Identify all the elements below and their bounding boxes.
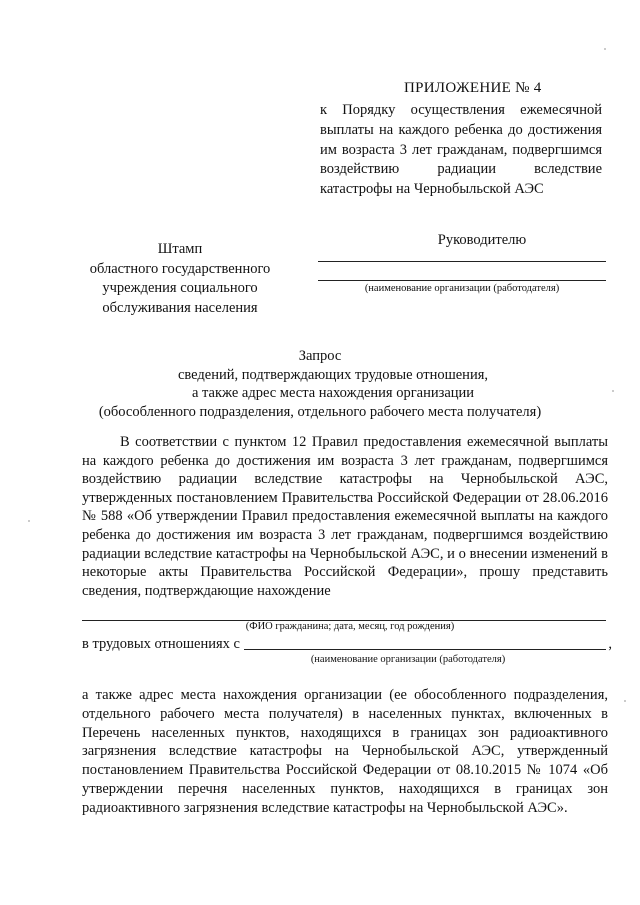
- scan-speck: [624, 700, 626, 702]
- stamp-line: учреждения социального: [102, 280, 258, 296]
- employer-fill-line[interactable]: [244, 648, 606, 650]
- request-subheading: (обособленного подразделения, отдельного рабочего места получателя): [98, 403, 542, 420]
- employment-row: [82, 636, 612, 653]
- request-subheading: а также адрес места нахождения организации: [191, 385, 475, 401]
- scan-speck: [604, 48, 606, 50]
- stamp-line: обслуживания населения: [102, 299, 258, 316]
- request-subheading: сведений, подтверждающих трудовые отношения,: [177, 366, 488, 383]
- addressee-block: [318, 232, 606, 294]
- stamp-block: [78, 240, 282, 318]
- employment-prefix: в трудовых отношениях с: [82, 636, 240, 652]
- request-title: [0, 347, 640, 421]
- request-heading: Запрос: [298, 348, 342, 364]
- employer-caption: (наименование организации (работодателя): [310, 654, 506, 665]
- citizen-caption: (ФИО гражданина; дата, месяц, год рождения): [245, 621, 455, 632]
- stamp-line: областного государственного: [89, 260, 271, 277]
- paragraph-address: а также адрес места нахождения организации (ее обособленного подразделения, отдельного рабочего места получателя) в населенных пунктах, включенных в Перечень населенных пунктов, находящихся в границах зон радиоактивного загрязнения вследствие катастрофы на Чернобыльской АЭС, утвержденный постановлением Правительства Российской Федерации от 08.10.2015 № 1074 «Об утверждении перечня населенных пунктов, находящихся в границах зон радиоактивного загрязнения вследствие катастрофы на Чернобыльской АЭС».: [82, 687, 608, 816]
- scan-speck: [612, 390, 614, 392]
- annex-title: ПРИЛОЖЕНИЕ № 4: [404, 80, 542, 96]
- addressee-caption: (наименование организации (работодателя): [364, 283, 560, 294]
- scan-speck: [28, 520, 30, 522]
- addressee-line-1[interactable]: [318, 261, 606, 262]
- stamp-line: Штамп: [157, 241, 203, 257]
- employment-suffix: ,: [608, 636, 612, 652]
- annex-subtitle: к Порядку осуществления ежемесячной выплаты на каждого ребенка до достижения им возраста 3 лет гражданам, подвергшимся воздействию радиации вследствие катастрофы на Чернобыльской АЭС: [320, 102, 602, 198]
- addressee-line-2[interactable]: [318, 280, 606, 281]
- paragraph-request: В соответствии с пунктом 12 Правил предоставления ежемесячной выплаты на каждого ребенка до достижения им возраста 3 лет гражданам, подвергшимся воздействию радиации вследствие катастрофы на Чернобыльской АЭС, утвержденных постановлением Правительства Российской Федерации от 28.06.2016 № 588 «Об утверждении Правил предоставления ежемесячной выплаты на каждого ребенка до достижения им возраста 3 лет гражданам, подвергшимся воздействию радиации вследствие катастрофы на Чернобыльской АЭС, и о внесении изменений в некоторые акты Правительства Российской Федерации», прошу представить сведения, подтверждающие нахождение: [82, 434, 608, 599]
- addressee-label: Руководителю: [437, 232, 527, 248]
